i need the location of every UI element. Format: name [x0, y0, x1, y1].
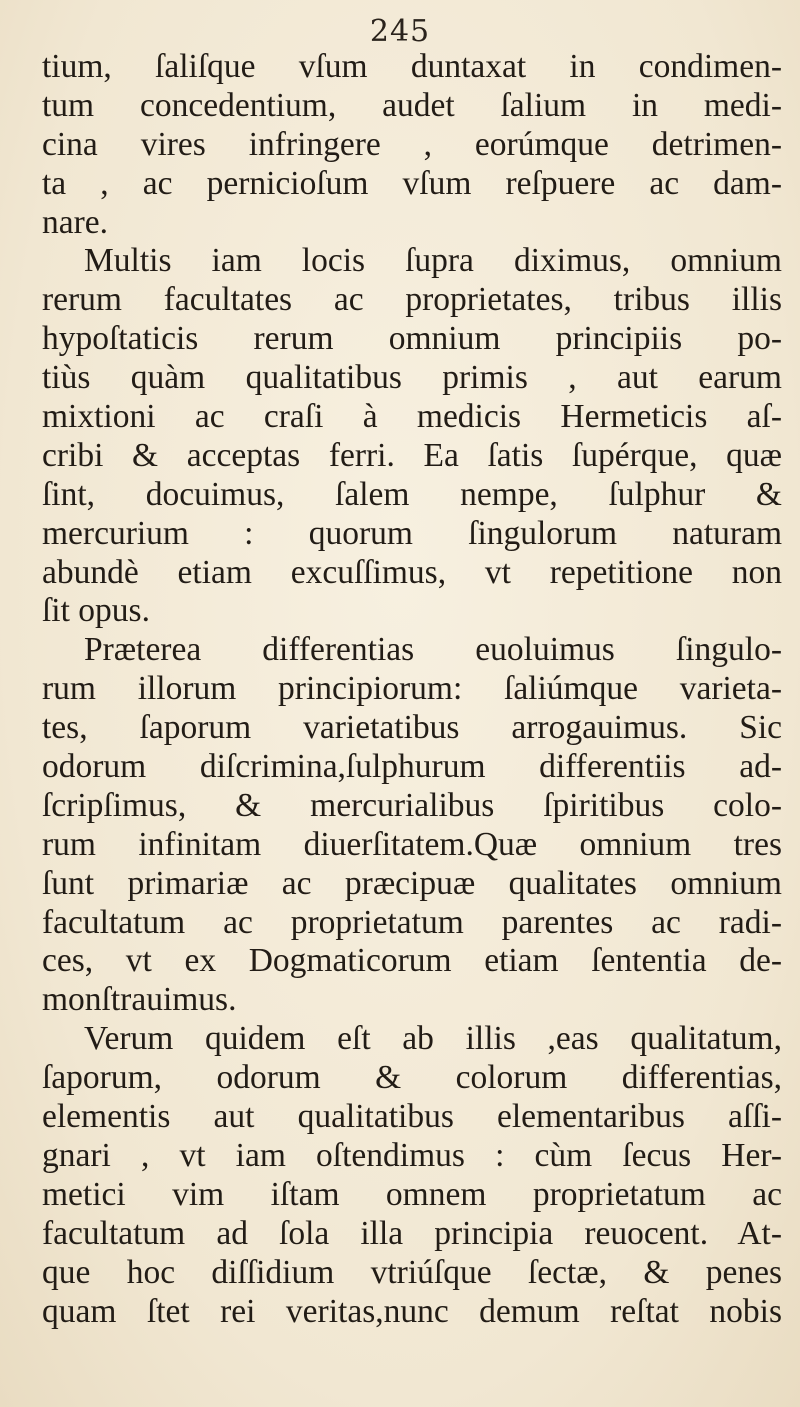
text-line: ta , ac pernicioſum vſum reſpuere ac dam- — [42, 164, 782, 202]
text-line: elementis aut qualitatibus elementaribus aſſi- — [42, 1098, 782, 1136]
text-line: ces, vt ex Dogmaticorum etiam ſententia de- — [42, 942, 782, 980]
text-line: metici vim iſtam omnem proprietatum ac — [42, 1175, 782, 1213]
text-line: Verum quidem eſt ab illis ,eas qualitatum, — [84, 1020, 782, 1058]
text-line: mercurium : quorum ſingulorum naturam — [42, 514, 782, 552]
text-line: que hoc diſſidium vtriúſque ſectæ, & penes — [42, 1253, 782, 1291]
text-line: rerum facultates ac proprietates, tribus illis — [42, 281, 782, 319]
text-line: ſunt primariæ ac præcipuæ qualitates omnium — [42, 864, 782, 902]
text-line: Multis iam locis ſupra diximus, omnium — [84, 242, 782, 280]
text-line: tum concedentium, audet ſalium in medi- — [42, 86, 782, 124]
text-line: ſcripſimus, & mercurialibus ſpiritibus colo- — [42, 786, 782, 824]
text-line: tes, ſaporum varietatibus arrogauimus. Sic — [42, 709, 782, 747]
text-line: rum illorum principiorum: ſaliúmque varieta- — [42, 670, 782, 708]
text-line: hypoſtaticis rerum omnium principiis po- — [42, 320, 782, 358]
text-line: ſit opus. — [42, 592, 150, 630]
text-line: cina vires infringere , eorúmque detrimen- — [42, 125, 782, 163]
text-line: gnari , vt iam oſtendimus : cùm ſecus Her- — [42, 1136, 782, 1174]
text-line: quam ſtet rei veritas,nunc demum reſtat nobis — [42, 1292, 782, 1330]
body-text — [42, 48, 782, 1331]
text-line: tiùs quàm qualitatibus primis , aut earum — [42, 359, 782, 397]
text-line: cribi & acceptas ferri. Ea ſatis ſupérque, quæ — [42, 436, 782, 474]
text-line: ſaporum, odorum & colorum differentias, — [42, 1059, 782, 1097]
text-line: nare. — [42, 203, 109, 241]
text-line: monſtrauimus. — [42, 981, 237, 1019]
text-line: odorum diſcrimina,ſulphurum differentiis ad- — [42, 748, 782, 786]
text-line: Præterea differentias euoluimus ſingulo- — [84, 631, 782, 669]
text-line: mixtioni ac craſi à medicis Hermeticis aſ- — [42, 398, 782, 436]
text-line: facultatum ac proprietatum parentes ac radi- — [42, 903, 782, 941]
page-number: 245 — [369, 14, 431, 49]
text-line: ſint, docuimus, ſalem nempe, ſulphur & — [42, 475, 782, 513]
text-line: abundè etiam excuſſimus, vt repetitione non — [42, 553, 782, 591]
text-line: rum infinitam diuerſitatem.Quæ omnium tres — [42, 825, 782, 863]
text-line: tium, ſaliſque vſum duntaxat in condimen- — [42, 48, 782, 85]
text-line: facultatum ad ſola illa principia reuocent. At- — [42, 1214, 782, 1252]
